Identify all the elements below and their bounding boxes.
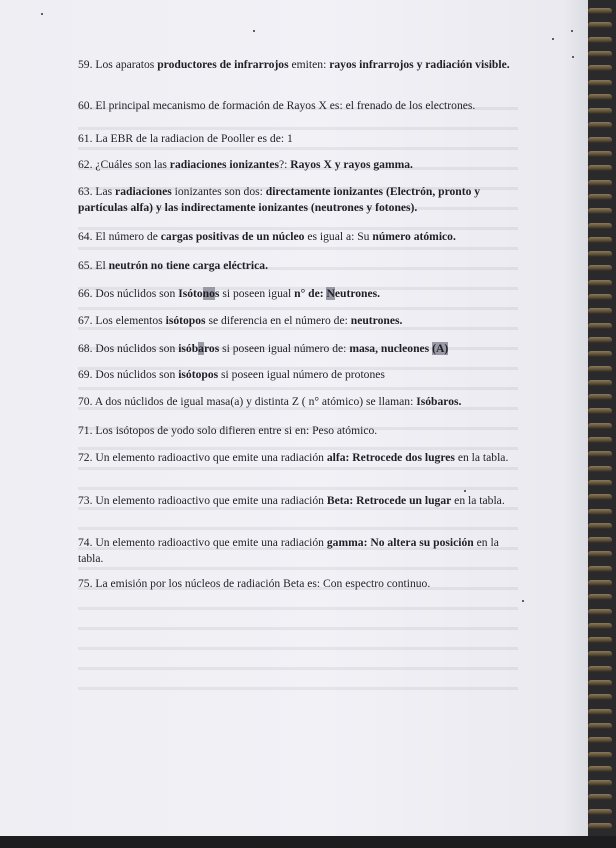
spiral-coil: [588, 294, 612, 300]
item-number: 72.: [78, 451, 93, 464]
item-text: si poseen igual número de:: [219, 342, 350, 355]
spiral-coil: [588, 65, 612, 71]
item-text: en la tabla.: [454, 451, 509, 464]
highlight-mark: (A): [432, 342, 449, 355]
speck-mark: [253, 30, 255, 32]
highlight-mark: no: [202, 287, 215, 300]
spiral-coil: [588, 251, 612, 257]
spiral-coil: [588, 823, 612, 829]
item-74: [78, 535, 518, 567]
item-number: 61.: [78, 132, 93, 145]
spiral-coil: [588, 8, 612, 14]
item-text: El número de: [95, 230, 161, 243]
spiral-coil: [588, 623, 612, 629]
item-number: 67.: [78, 314, 93, 327]
item-61: [78, 131, 518, 147]
item-71: [78, 423, 518, 439]
speck-mark: [552, 38, 554, 40]
item-text: Los elementos: [95, 314, 166, 327]
bold-term: ionizantes: [229, 158, 279, 171]
item-text: El: [95, 259, 109, 272]
bold-answer: neutrón no tiene carga eléctrica.: [108, 259, 268, 272]
item-text: La EBR de la radiacion de Pooller es de: 1: [95, 132, 293, 145]
spiral-coil: [588, 480, 612, 486]
bold-term: isótopos: [178, 368, 219, 381]
item-text: se diferencia en el número de:: [205, 314, 351, 327]
bold-answer: Isóbaros.: [416, 395, 462, 408]
bold-answer: directamente ionizantes (Electrón, pronto y partículas alfa) y las indirectamente ionizantes (neutrones y fotones).: [78, 185, 481, 214]
spiral-coil: [588, 208, 612, 214]
spiral-coil: [588, 351, 612, 357]
spiral-coil: [588, 37, 612, 43]
item-number: 65.: [78, 259, 93, 272]
spiral-coil: [588, 323, 612, 329]
item-text: Un elemento radioactivo que emite una radiación: [95, 536, 327, 549]
item-text: Un elemento radioactivo que emite una radiación: [95, 451, 327, 464]
spiral-coil: [588, 22, 612, 28]
bold-answer: neutrones.: [350, 314, 403, 327]
bold-term: isótopos: [165, 314, 206, 327]
spiral-coil: [588, 651, 612, 657]
item-text: ionizantes son dos:: [171, 185, 266, 198]
spiral-coil: [588, 51, 612, 57]
spiral-coil: [588, 137, 612, 143]
item-number: 69.: [78, 368, 93, 381]
item-65: [78, 258, 518, 274]
spiral-coil: [588, 94, 612, 100]
spiral-coil: [588, 737, 612, 743]
spiral-coil: [588, 223, 612, 229]
spiral-coil: [588, 394, 612, 400]
item-text: Los isótopos de yodo solo difieren entre si en: Peso atómico.: [95, 424, 378, 437]
bold-term: ros: [203, 342, 220, 355]
spiral-coil: [588, 366, 612, 372]
item-number: 60.: [78, 99, 93, 112]
spiral-coil: [588, 437, 612, 443]
item-number: 71.: [78, 424, 93, 437]
item-64: [78, 229, 518, 245]
item-text: Dos núclidos son: [95, 368, 179, 381]
spiral-coil: [588, 551, 612, 557]
spiral-coil: [588, 680, 612, 686]
item-text: Los aparatos: [95, 58, 158, 71]
item-63: [78, 184, 518, 216]
spiral-coil: [588, 494, 612, 500]
highlight-mark: N: [326, 287, 335, 300]
item-73: [78, 493, 518, 509]
spiral-coil: [588, 794, 612, 800]
spiral-coil: [588, 151, 612, 157]
speck-mark: [464, 490, 466, 492]
bold-answer: alfa: Retrocede dos lugres: [326, 451, 455, 464]
bold-term: s: [214, 287, 220, 300]
bold-answer: número atómico.: [372, 230, 456, 243]
spiral-coil: [588, 265, 612, 271]
spiral-coil: [588, 408, 612, 414]
spiral-coil: [588, 308, 612, 314]
spiral-coil: [588, 580, 612, 586]
item-number: 63.: [78, 185, 93, 198]
bold-answer: Rayos X y rayos gamma.: [290, 158, 413, 171]
item-60: [78, 98, 518, 114]
spiral-coil: [588, 609, 612, 615]
spiral-coil: [588, 451, 612, 457]
spiral-coil: [588, 694, 612, 700]
bold-term: isób: [178, 342, 199, 355]
item-66: [78, 286, 518, 302]
item-text: Dos núclidos son: [95, 287, 179, 300]
item-text: es igual a: Su: [304, 230, 373, 243]
spiral-coil: [588, 280, 612, 286]
spiral-coil: [588, 809, 612, 815]
spiral-coil: [588, 337, 612, 343]
scan-bottom-edge: [0, 836, 616, 848]
speck-mark: [571, 30, 573, 32]
item-number: 68.: [78, 342, 93, 355]
bold-answer: eutrones.: [334, 287, 381, 300]
item-number: 70.: [78, 395, 93, 408]
item-67: [78, 313, 518, 329]
item-text: ¿Cuáles son las: [95, 158, 170, 171]
bold-term: radiaciones: [115, 185, 172, 198]
item-68: [78, 341, 518, 357]
item-text: en la tabla.: [78, 536, 499, 565]
item-number: 64.: [78, 230, 93, 243]
spiral-coil: [588, 80, 612, 86]
item-text: en la tabla.: [451, 494, 505, 507]
spiral-coil: [588, 108, 612, 114]
spiral-coil: [588, 237, 612, 243]
item-number: 74.: [78, 536, 93, 549]
speck-mark: [41, 13, 43, 15]
item-number: 59.: [78, 58, 93, 71]
highlight-mark: a: [198, 342, 204, 355]
bold-term: Isóto: [178, 287, 203, 300]
item-text: si poseen igual número de protones: [218, 368, 385, 381]
bold-answer: rayos infrarrojos y radiación visible.: [329, 58, 510, 71]
spiral-coil: [588, 537, 612, 543]
page-edge-shadow: [564, 0, 588, 836]
item-69: [78, 367, 518, 383]
spiral-coil: [588, 723, 612, 729]
item-59: [78, 57, 518, 73]
spiral-coil: [588, 780, 612, 786]
spiral-coil: [588, 180, 612, 186]
spiral-coil: [588, 766, 612, 772]
spiral-coil: [588, 523, 612, 529]
item-text: A dos núclidos de igual masa(a) y distinta Z ( n° atómico) se llaman:: [94, 395, 417, 408]
item-text: Un elemento radioactivo que emite una radiación: [95, 494, 327, 507]
spiral-coil: [588, 666, 612, 672]
item-70: [78, 394, 518, 410]
bold-term: productores de infrarrojos: [157, 58, 289, 71]
bold-term: cargas positivas de un núcleo: [160, 230, 305, 243]
spiral-coil: [588, 165, 612, 171]
item-number: 73.: [78, 494, 93, 507]
spiral-binding: [588, 0, 616, 848]
spiral-coil: [588, 509, 612, 515]
spiral-coil: [588, 423, 612, 429]
spiral-coil: [588, 637, 612, 643]
item-text: Dos núclidos son: [95, 342, 179, 355]
bold-term: n° de:: [294, 287, 327, 300]
item-text: ?:: [279, 158, 291, 171]
spiral-coil: [588, 566, 612, 572]
spiral-coil: [588, 380, 612, 386]
spiral-coil: [588, 709, 612, 715]
item-text: La emisión por los núcleos de radiación Beta es: Con espectro continuo.: [95, 577, 431, 590]
spiral-coil: [588, 194, 612, 200]
item-text: si poseen igual: [219, 287, 295, 300]
item-text: El principal mecanismo de formación de Rayos X es: el frenado de los electrones.: [95, 99, 476, 112]
item-72: [78, 450, 518, 466]
item-text: Las: [95, 185, 116, 198]
spiral-coil: [588, 594, 612, 600]
speck-mark: [572, 56, 574, 58]
bold-term: radiaciones: [169, 158, 227, 171]
item-number: 75.: [78, 577, 93, 590]
bold-answer: gamma: No altera su posición: [326, 536, 474, 549]
speck-mark: [522, 600, 524, 602]
item-number: 62.: [78, 158, 93, 171]
bold-answer: Beta: Retrocede un lugar: [326, 494, 452, 507]
item-75: [78, 576, 518, 592]
item-number: 66.: [78, 287, 93, 300]
spiral-coil: [588, 752, 612, 758]
item-62: [78, 157, 518, 173]
spiral-coil: [588, 466, 612, 472]
bold-answer: masa, nucleones: [349, 342, 433, 355]
item-text: emiten:: [288, 58, 330, 71]
spiral-coil: [588, 122, 612, 128]
